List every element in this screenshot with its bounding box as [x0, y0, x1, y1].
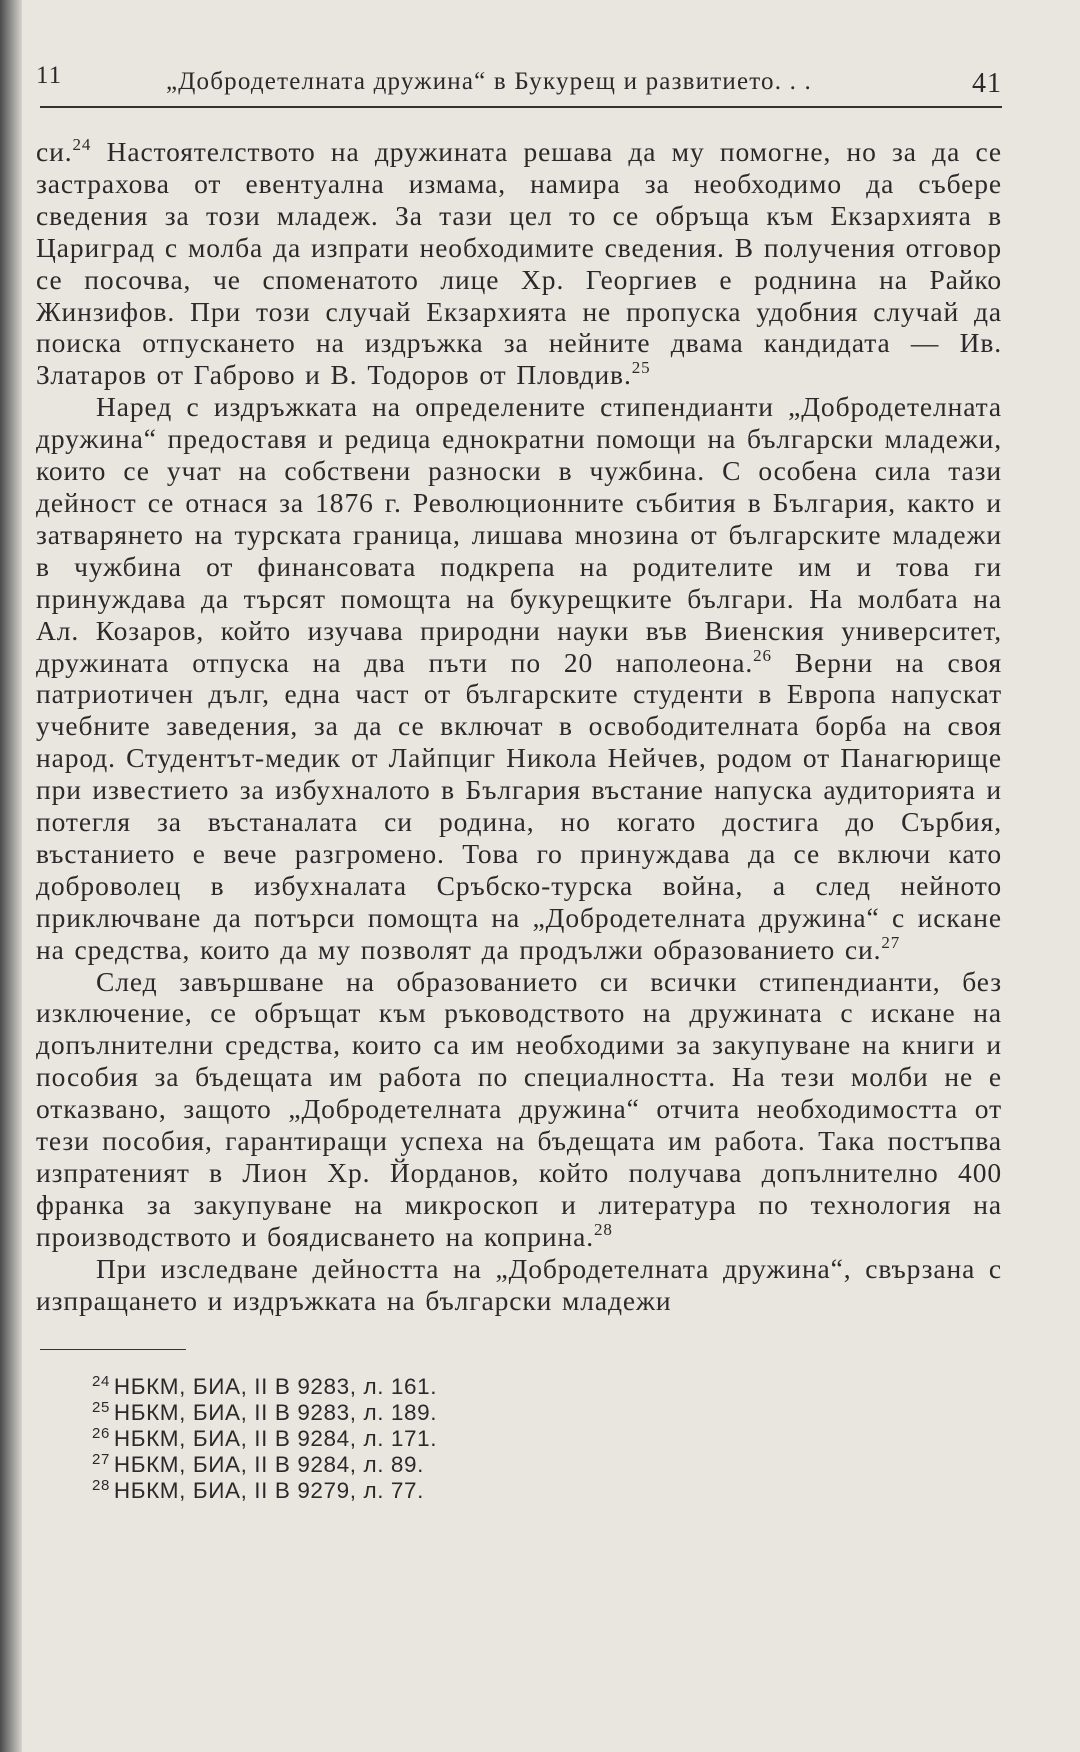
paragraph: [36, 136, 1002, 391]
footnote: [92, 1452, 1002, 1478]
footnote-text: НБКМ, БИА, II В 9283, л. 161.: [113, 1373, 438, 1399]
footnote-text: НБКМ, БИА, II В 9279, л. 77.: [113, 1477, 424, 1503]
footnote-number: 26: [92, 1424, 110, 1442]
paragraph: [36, 1253, 1002, 1317]
footnote-number: 24: [92, 1372, 110, 1390]
footnote-number: 25: [92, 1398, 110, 1416]
page-number: 41: [972, 68, 1002, 99]
footnote-reference: 25: [631, 358, 651, 378]
book-spine-shadow: [0, 0, 22, 1752]
footnote: [92, 1478, 1002, 1504]
running-title: „Добродетелната дружина“ в Букурещ и развитието. . .: [166, 68, 813, 95]
paragraph-text: След завършване на образованието си всички стипендианти, без изключение, се обръщат към ръководството на дружината с искане на допълнителни средства, които са им необходими за закупуване на книги и пособия за бъдещата им работа по специалността. На тези молби не е отказвано, защото „Добродетелната дружина“ отчита необходимостта от тези пособия, гарантиращи успеха на бъдещата им работа. Така постъпва изпратеният в Лион Хр. Йорданов, който получава допълнително 400 франка за закупуване на микроскоп и литература по технология на производството и боядисването на коприна.: [36, 965, 1002, 1252]
footnote: [92, 1426, 1002, 1452]
paragraph-text: При изследване дейността на „Добродетелната дружина“, свързана с изпращането и издръжката на български младежи: [36, 1252, 1002, 1316]
paragraph: [36, 966, 1002, 1253]
paragraph-text: Наред с издръжката на определените стипендианти „Добродетелната дружина“ предоставя и редица еднократни помощи на български младежи, които се учат на собствени разноски в чужбина. С особена сила тази дейност се отнася за 1876 г. Революционните събития в България, както и затварянето на турската граница, лишава мнозина от българските младежи в чужбина от финансовата подкрепа на родителите им и това ги принуждава да търсят помощта на букурещките българи. На молбата на Ал. Козаров, който изучава природни науки във Виенския университет, дружината отпуска на два пъти по 20 наполеона.: [36, 391, 1002, 678]
footnote: [92, 1374, 1002, 1400]
paragraph-text: Верни на своя патриотичен дълг, една част от българските студенти в Европа напускат учебните заведения, за да се включат в освободителната борба на своя народ. Студентът-медик от Лайпциг Никола Нейчев, родом от Панагюрище при известието за избухналото в България въстание напуска аудиторията и потегля за въстаналата си родина, но когато достига до Сърбия, въстанието е вече разгромено. Това го принуждава да се включи като доброволец в избухналата Сръбско-турска война, а след нейното приключване да потърси помощта на „Добродетелната дружина“ с искане на средства, които да му позволят да продължи образованието си.: [36, 646, 1002, 965]
footnote-number: 27: [92, 1450, 110, 1468]
paragraph-text: си.: [36, 136, 73, 167]
footnote-rule: [40, 1349, 186, 1350]
running-header: [36, 40, 1002, 104]
footnote-reference: 27: [881, 932, 901, 952]
footnote-text: НБКМ, БИА, II В 9283, л. 189.: [113, 1399, 438, 1425]
signature-number: 11: [36, 62, 63, 89]
paragraph: [36, 391, 1002, 965]
footnote-reference: 24: [72, 135, 92, 154]
footnote-text: НБКМ, БИА, II В 9284, л. 89.: [113, 1451, 424, 1477]
footnote-reference: 26: [753, 645, 772, 665]
footnote-reference: 28: [594, 1219, 613, 1239]
body-text: [36, 136, 1002, 1317]
footnote: [92, 1400, 1002, 1426]
paragraph-text: Настоятелството на дружината решава да му помогне, но за да се застрахова от евентуална измама, намира за необходимо да събере сведения за този младеж. За тази цел то се обръща към Екзархията в Цариград с молба да изпрати необходимите сведения. В получения отговор се посочва, че споменатото лице Хр. Георгиев е роднина на Райко Жинзифов. При този случай Екзархията не пропуска удобния случай да поиска отпускането на издръжка за нейните двама кандидата — Ив. Златаров от Габрово и В. Тодоров от Пловдив.: [36, 136, 1002, 391]
book-page: [36, 40, 1002, 1504]
footnotes: [92, 1374, 1002, 1504]
footnote-text: НБКМ, БИА, II В 9284, л. 171.: [113, 1425, 438, 1451]
header-rule: [40, 106, 1002, 108]
footnote-number: 28: [92, 1476, 110, 1494]
